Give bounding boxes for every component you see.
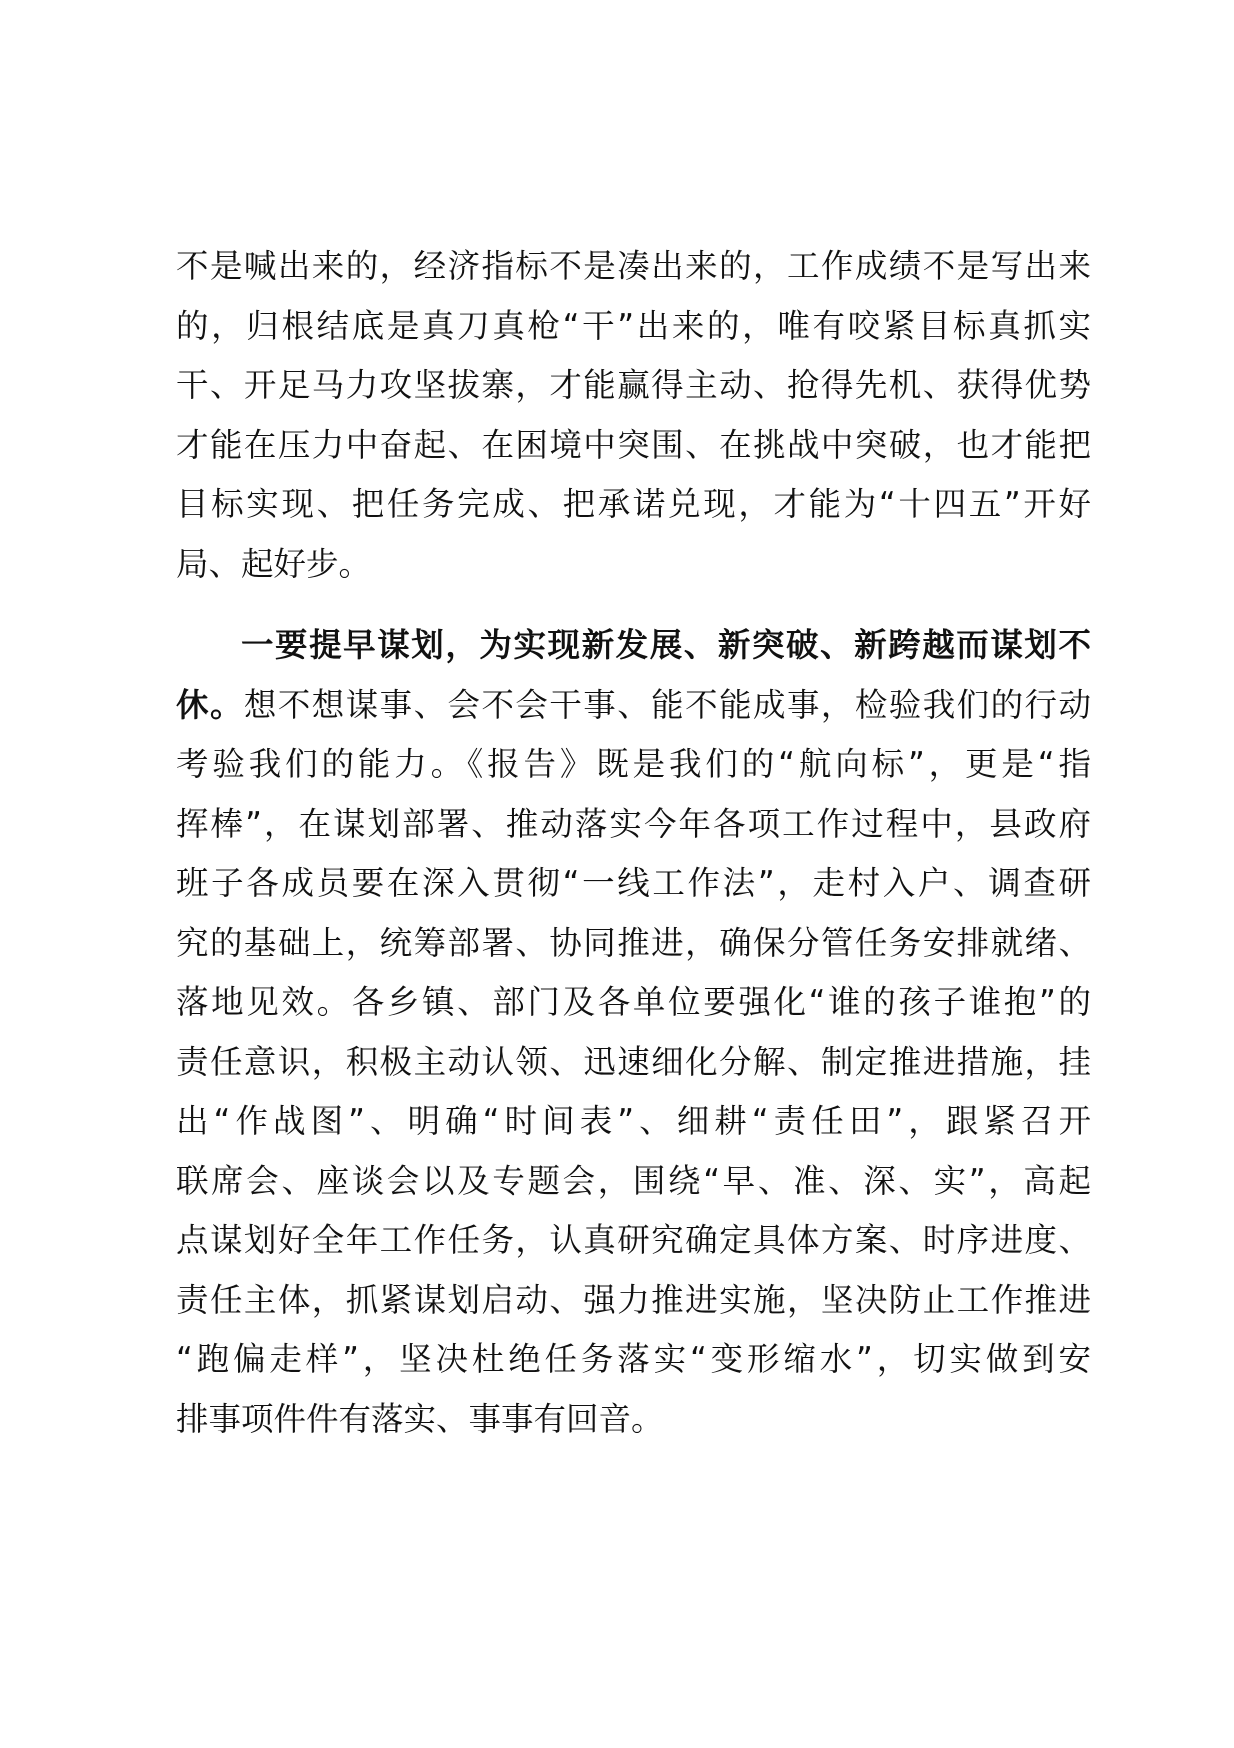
paragraph-line: 目标实现、把任务完成、把承诺兑现，才能为“十四五”开好: [176, 485, 1091, 523]
paragraph-line: 责任意识，积极主动认领、迅速细化分解、制定推进措施，挂: [176, 1042, 1091, 1081]
paragraph-heading: 一要提早谋划，为实现新发展、新突破、新跨越而谋划不: [241, 626, 1091, 664]
paragraph-line-rest: 想不想谋事、会不会干事、能不能成事，检验我们的行动: [243, 685, 1091, 724]
paragraph-line: 班子各成员要在深入贯彻“一线工作法”，走村入户、调查研: [176, 864, 1091, 902]
paragraph-line: 的，归根结底是真刀真枪“干”出来的，唯有咬紧目标真抓实: [176, 306, 1091, 345]
paragraph-line: 干、开足马力攻坚拔寨，才能赢得主动、抢得先机、获得优势: [176, 366, 1091, 404]
paragraph-line: 考验我们的能力。《报告》既是我们的“航向标”，更是“指: [176, 745, 1091, 783]
paragraph-line: 才能在压力中奋起、在困境中突围、在挑战中突破，也才能把: [176, 425, 1091, 464]
paragraph-line: 局、起好步。: [176, 544, 372, 583]
paragraph-1: [176, 237, 1091, 594]
paragraph-line: 挥棒”，在谋划部署、推动落实今年各项工作过程中，县政府: [176, 804, 1091, 843]
paragraph-line: 不是喊出来的，经济指标不是凑出来的，工作成绩不是写出来: [176, 247, 1091, 285]
paragraph-line: “跑偏走样”，坚决杜绝任务落实“变形缩水”，切实做到安: [176, 1340, 1091, 1378]
paragraph-line: 出“作战图”、明确“时间表”、细耕“责任田”，跟紧召开: [176, 1102, 1091, 1140]
paragraph-line: 排事项件件有落实、事事有回音。: [176, 1399, 664, 1438]
paragraph-line: 究的基础上，统筹部署、协同推进，确保分管任务安排就绪、: [176, 923, 1091, 962]
paragraph-line: 责任主体，抓紧谋划启动、强力推进实施，坚决防止工作推进: [176, 1280, 1091, 1319]
paragraph-line: 落地见效。各乡镇、部门及各单位要强化“谁的孩子谁抱”的: [176, 983, 1091, 1021]
paragraph-heading-end: 休。: [176, 685, 244, 724]
paragraph-line: [176, 676, 1091, 736]
paragraph-line: 点谋划好全年工作任务，认真研究确定具体方案、时序进度、: [176, 1221, 1091, 1259]
paragraph-line: 联席会、座谈会以及专题会，围绕“早、准、深、实”，高起: [176, 1161, 1091, 1200]
paragraph-2: [176, 616, 1091, 1449]
